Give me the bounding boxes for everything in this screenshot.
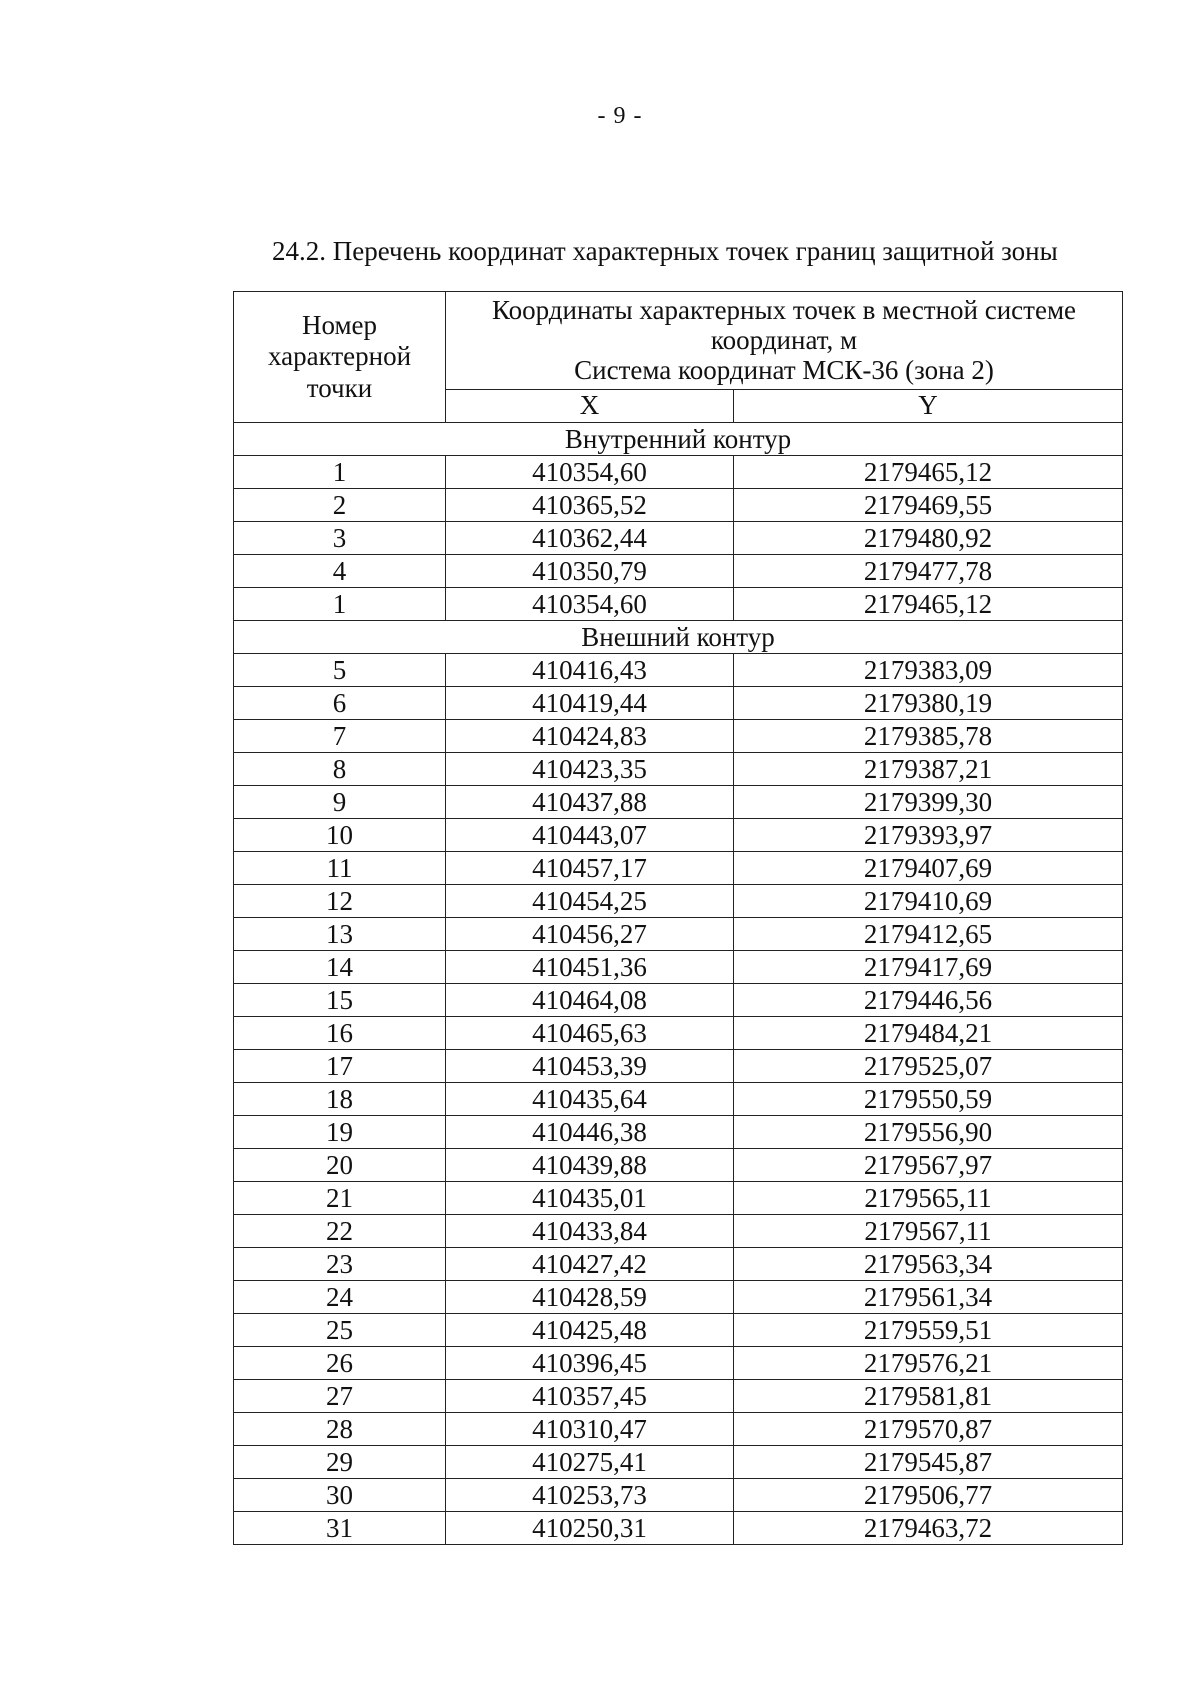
point-number-cell: 23 — [234, 1248, 446, 1281]
table-row — [234, 1017, 1123, 1050]
y-coordinate-cell: 2179581,81 — [734, 1380, 1123, 1413]
document-title: 24.2. Перечень координат характерных точек границ защитной зоны — [272, 236, 1058, 266]
point-number-cell: 26 — [234, 1347, 446, 1380]
header-x: X — [446, 389, 734, 422]
table-row — [234, 1479, 1123, 1512]
x-coordinate-cell: 410416,43 — [446, 654, 734, 687]
table-header — [234, 292, 1123, 423]
x-coordinate-cell: 410310,47 — [446, 1413, 734, 1446]
y-coordinate-cell: 2179563,34 — [734, 1248, 1123, 1281]
table-row — [234, 687, 1123, 720]
point-number-cell: 18 — [234, 1083, 446, 1116]
x-coordinate-cell: 410454,25 — [446, 885, 734, 918]
y-coordinate-cell: 2179407,69 — [734, 852, 1123, 885]
x-coordinate-cell: 410365,52 — [446, 489, 734, 522]
table-row — [234, 720, 1123, 753]
point-number-cell: 2 — [234, 489, 446, 522]
table-row — [234, 1116, 1123, 1149]
y-coordinate-cell: 2179463,72 — [734, 1512, 1123, 1545]
y-coordinate-cell: 2179417,69 — [734, 951, 1123, 984]
y-coordinate-cell: 2179399,30 — [734, 786, 1123, 819]
x-coordinate-cell: 410357,45 — [446, 1380, 734, 1413]
y-coordinate-cell: 2179506,77 — [734, 1479, 1123, 1512]
x-coordinate-cell: 410427,42 — [446, 1248, 734, 1281]
table-row — [234, 918, 1123, 951]
point-number-cell: 30 — [234, 1479, 446, 1512]
point-number-cell: 1 — [234, 588, 446, 621]
y-coordinate-cell: 2179570,87 — [734, 1413, 1123, 1446]
table-row — [234, 489, 1123, 522]
y-coordinate-cell: 2179465,12 — [734, 456, 1123, 489]
y-coordinate-cell: 2179465,12 — [734, 588, 1123, 621]
y-coordinate-cell: 2179561,34 — [734, 1281, 1123, 1314]
point-number-cell: 24 — [234, 1281, 446, 1314]
y-coordinate-cell: 2179446,56 — [734, 984, 1123, 1017]
table-row — [234, 984, 1123, 1017]
y-coordinate-cell: 2179480,92 — [734, 522, 1123, 555]
y-coordinate-cell: 2179559,51 — [734, 1314, 1123, 1347]
table-row — [234, 1380, 1123, 1413]
table-row — [234, 1149, 1123, 1182]
x-coordinate-cell: 410453,39 — [446, 1050, 734, 1083]
x-coordinate-cell: 410451,36 — [446, 951, 734, 984]
point-number-cell: 31 — [234, 1512, 446, 1545]
y-coordinate-cell: 2179484,21 — [734, 1017, 1123, 1050]
table-row — [234, 885, 1123, 918]
y-coordinate-cell: 2179567,11 — [734, 1215, 1123, 1248]
y-coordinate-cell: 2179387,21 — [734, 753, 1123, 786]
table-row — [234, 819, 1123, 852]
table-row — [234, 1347, 1123, 1380]
point-number-cell: 1 — [234, 456, 446, 489]
coordinates-table — [233, 291, 1123, 1545]
x-coordinate-cell: 410446,38 — [446, 1116, 734, 1149]
table-row — [234, 1050, 1123, 1083]
point-number-cell: 12 — [234, 885, 446, 918]
header-y: Y — [734, 389, 1123, 422]
x-coordinate-cell: 410437,88 — [446, 786, 734, 819]
y-coordinate-cell: 2179556,90 — [734, 1116, 1123, 1149]
y-coordinate-cell: 2179410,69 — [734, 885, 1123, 918]
point-number-cell: 20 — [234, 1149, 446, 1182]
point-number-cell: 7 — [234, 720, 446, 753]
x-coordinate-cell: 410439,88 — [446, 1149, 734, 1182]
table-row — [234, 753, 1123, 786]
section-title: Внутренний контур — [234, 423, 1123, 456]
table-row — [234, 1413, 1123, 1446]
y-coordinate-cell: 2179469,55 — [734, 489, 1123, 522]
table-row — [234, 1314, 1123, 1347]
x-coordinate-cell: 410425,48 — [446, 1314, 734, 1347]
x-coordinate-cell: 410443,07 — [446, 819, 734, 852]
table-row — [234, 522, 1123, 555]
point-number-cell: 19 — [234, 1116, 446, 1149]
point-number-cell: 17 — [234, 1050, 446, 1083]
x-coordinate-cell: 410435,64 — [446, 1083, 734, 1116]
y-coordinate-cell: 2179565,11 — [734, 1182, 1123, 1215]
table-row — [234, 786, 1123, 819]
header-coordinates — [446, 292, 1123, 390]
y-coordinate-cell: 2179385,78 — [734, 720, 1123, 753]
x-coordinate-cell: 410396,45 — [446, 1347, 734, 1380]
table-row — [234, 951, 1123, 984]
x-coordinate-cell: 410350,79 — [446, 555, 734, 588]
x-coordinate-cell: 410419,44 — [446, 687, 734, 720]
point-number-cell: 15 — [234, 984, 446, 1017]
x-coordinate-cell: 410465,63 — [446, 1017, 734, 1050]
point-number-cell: 16 — [234, 1017, 446, 1050]
y-coordinate-cell: 2179477,78 — [734, 555, 1123, 588]
y-coordinate-cell: 2179567,97 — [734, 1149, 1123, 1182]
y-coordinate-cell: 2179412,65 — [734, 918, 1123, 951]
table-row — [234, 1281, 1123, 1314]
table-row — [234, 456, 1123, 489]
point-number-cell: 21 — [234, 1182, 446, 1215]
table-row — [234, 1215, 1123, 1248]
section-title: Внешний контур — [234, 621, 1123, 654]
section-row — [234, 621, 1123, 654]
x-coordinate-cell: 410435,01 — [446, 1182, 734, 1215]
x-coordinate-cell: 410362,44 — [446, 522, 734, 555]
point-number-cell: 10 — [234, 819, 446, 852]
x-coordinate-cell: 410354,60 — [446, 588, 734, 621]
point-number-cell: 4 — [234, 555, 446, 588]
point-number-cell: 3 — [234, 522, 446, 555]
header-coordinates-title: Координаты характерных точек в местной системе координат, м — [491, 295, 1077, 356]
header-coordinate-system: Система координат МСК-36 (зона 2) — [574, 355, 994, 386]
point-number-cell: 13 — [234, 918, 446, 951]
point-number-cell: 29 — [234, 1446, 446, 1479]
table-row — [234, 1248, 1123, 1281]
x-coordinate-cell: 410250,31 — [446, 1512, 734, 1545]
x-coordinate-cell: 410456,27 — [446, 918, 734, 951]
y-coordinate-cell: 2179545,87 — [734, 1446, 1123, 1479]
point-number-cell: 5 — [234, 654, 446, 687]
x-coordinate-cell: 410275,41 — [446, 1446, 734, 1479]
header-point-number: Номер характерной точки — [234, 292, 446, 423]
table-row — [234, 555, 1123, 588]
y-coordinate-cell: 2179393,97 — [734, 819, 1123, 852]
point-number-cell: 14 — [234, 951, 446, 984]
table-body — [234, 423, 1123, 1545]
x-coordinate-cell: 410253,73 — [446, 1479, 734, 1512]
point-number-cell: 27 — [234, 1380, 446, 1413]
page-number: - 9 - — [597, 103, 643, 129]
y-coordinate-cell: 2179383,09 — [734, 654, 1123, 687]
point-number-cell: 28 — [234, 1413, 446, 1446]
table-row — [234, 1512, 1123, 1545]
y-coordinate-cell: 2179550,59 — [734, 1083, 1123, 1116]
table-row — [234, 588, 1123, 621]
y-coordinate-cell: 2179525,07 — [734, 1050, 1123, 1083]
y-coordinate-cell: 2179380,19 — [734, 687, 1123, 720]
section-row — [234, 423, 1123, 456]
x-coordinate-cell: 410457,17 — [446, 852, 734, 885]
y-coordinate-cell: 2179576,21 — [734, 1347, 1123, 1380]
point-number-cell: 6 — [234, 687, 446, 720]
x-coordinate-cell: 410433,84 — [446, 1215, 734, 1248]
point-number-cell: 9 — [234, 786, 446, 819]
table-row — [234, 852, 1123, 885]
x-coordinate-cell: 410423,35 — [446, 753, 734, 786]
x-coordinate-cell: 410428,59 — [446, 1281, 734, 1314]
x-coordinate-cell: 410464,08 — [446, 984, 734, 1017]
table-row — [234, 1446, 1123, 1479]
table-row — [234, 654, 1123, 687]
point-number-cell: 25 — [234, 1314, 446, 1347]
point-number-cell: 11 — [234, 852, 446, 885]
table-row — [234, 1083, 1123, 1116]
point-number-cell: 22 — [234, 1215, 446, 1248]
x-coordinate-cell: 410424,83 — [446, 720, 734, 753]
x-coordinate-cell: 410354,60 — [446, 456, 734, 489]
point-number-cell: 8 — [234, 753, 446, 786]
table-row — [234, 1182, 1123, 1215]
